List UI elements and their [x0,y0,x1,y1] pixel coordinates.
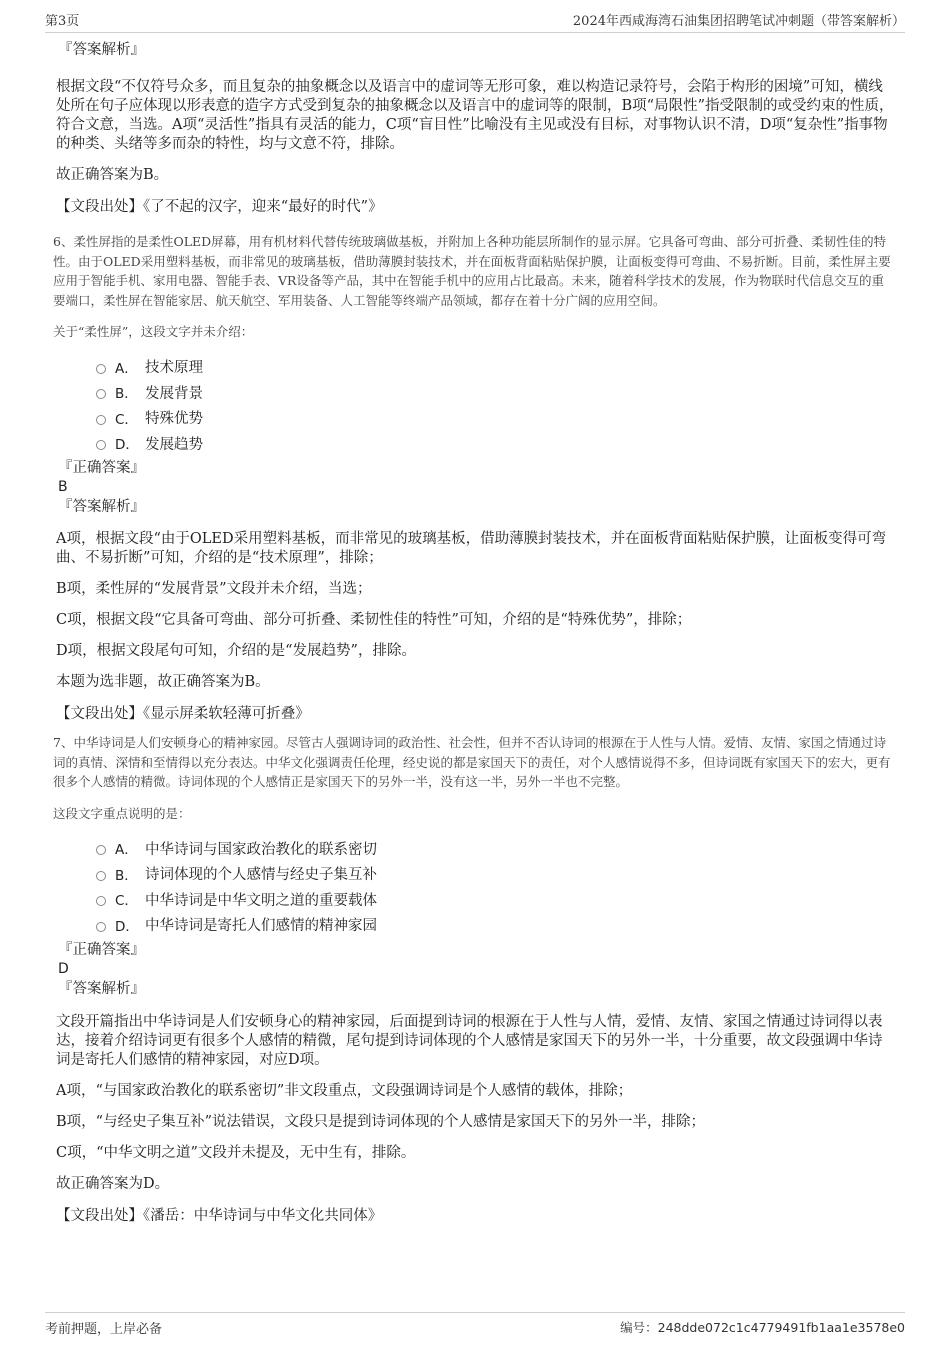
q6-option-a[interactable] [96,354,896,380]
q7-option-a[interactable] [96,836,896,862]
q7-answer-label: 『正确答案』 [58,941,145,958]
q5-analysis-label: 『答案解析』 [58,42,145,58]
option-text: 发展趋势 [145,436,203,453]
radio-circle-icon[interactable] [96,922,106,932]
page-header [45,10,905,33]
option-text: 中华诗词是寄托人们感情的精神家园 [145,918,377,935]
q6-source: 【文段出处】《显示屏柔软轻薄可折叠》 [56,706,310,722]
q5-analysis-paragraph: 根据文段“不仅符号众多，而且复杂的抽象概念以及语言中的虚词等无形可象，难以构造记录符号，会陷于构形的困境”可知，横线处所在句子应体现以形表意的造字方式受到复杂的抽象概念以及语言中的虚词等的限制，B项“局限性”指受限制的或受约束的性质，符合文意，当选。A项“灵活性”指具有灵活的能力，C项“盲目性”比喻没有主见或没有目标，对事物认识不清，D项“复杂性”指事物的种类、头绪等多而杂的特性，均与文意不符，排除。 [56,79,894,152]
q6-analysis-b: B项，柔性屏的“发展背景”文段并未介绍，当选； [56,581,372,597]
option-letter: B． [115,867,138,884]
option-text: 特殊优势 [145,411,203,428]
document-code: 编号：248dde072c1c4779491fb1aa1e3578e0 [620,1320,905,1335]
q6-prompt: 关于“柔性屏”，这段文字并未介绍： [53,324,254,339]
q7-options [96,836,896,938]
page-content [53,40,896,1226]
q7-analysis-b: B项，“与经史子集互补”说法错误，文段只是提到诗词体现的个人感情是家国天下的另外一半，排除； [56,1113,705,1130]
q7-source: 【文段出处】《潘岳：中华诗词与中华文化共同体》 [56,1207,383,1224]
q7-option-b[interactable] [96,861,896,887]
q6-analysis-d: D项，根据文段尾句可知，介绍的是“发展趋势”，排除。 [56,643,416,659]
q6-analysis-a: A项，根据文段“由于OLED采用塑料基板，而非常见的玻璃基板，借助薄膜封装技术，并在面板背面粘贴保护膜，让面板变得可弯曲、不易折断”可知，介绍的是“技术原理”，排除； [56,531,887,566]
q7-analysis-a: A项，“与国家政治教化的联系密切”非文段重点，文段强调诗词是个人感情的载体，排除； [56,1082,633,1099]
q6-answer: B [58,479,68,495]
q7-analysis-c: C项，“中华文明之道”文段并未提及，无中生有，排除。 [56,1144,416,1161]
q7-stem: 7、中华诗词是人们安顿身心的精神家园。尽管古人强调诗词的政治性、社会性，但并不否认诗词的根源在于人性与人情。爱情、友情、家国之情通过诗词的真情、深情和至情得以充分表达。中华文化强调责任伦理，经史说的都是家国天下的责任，对个人感情说得不多，但诗词既有家国天下的宏大，更有很多个人感情的精微。诗词体现的个人感情正是家国天下的另外一半，没有这一半，另外一半也不完整。 [53,735,891,789]
q7-analysis-label: 『答案解析』 [58,980,145,997]
q7-prompt: 这段文字重点说明的是： [53,805,191,821]
radio-circle-icon[interactable] [96,440,106,450]
radio-circle-icon[interactable] [96,845,106,855]
q5-source: 【文段出处】《了不起的汉字，迎来“最好的时代”》 [56,199,383,215]
page-footer [45,1312,905,1339]
footer-slogan: 考前押题，上岸必备 [45,1321,163,1337]
q6-analysis-c: C项，根据文段“它具备可弯曲、部分可折叠、柔韧性佳的特性”可知，介绍的是“特殊优势”，排除； [56,612,692,628]
q7-option-d[interactable] [96,912,896,938]
radio-circle-icon[interactable] [96,415,106,425]
document-title: 2024年西咸海湾石油集团招聘笔试冲刺题（带答案解析） [572,14,905,29]
option-letter: B． [115,386,138,403]
option-text: 发展背景 [145,385,203,402]
option-text: 中华诗词是中华文明之道的重要载体 [145,892,377,909]
option-letter: C． [115,893,138,910]
q7-option-c[interactable] [96,887,896,913]
option-text: 诗词体现的个人感情与经史子集互补 [145,867,377,884]
option-text: 中华诗词与国家政治教化的联系密切 [145,841,377,858]
radio-circle-icon[interactable] [96,871,106,881]
option-letter: A． [115,360,138,377]
q6-option-c[interactable] [96,405,896,431]
q6-option-b[interactable] [96,380,896,406]
q7-conclusion: 故正确答案为D。 [56,1175,170,1192]
q6-option-d[interactable] [96,431,896,457]
radio-circle-icon[interactable] [96,896,106,906]
option-letter: A． [115,842,138,859]
q5-conclusion: 故正确答案为B。 [56,167,169,183]
radio-circle-icon[interactable] [96,364,106,374]
option-text: 技术原理 [145,360,203,377]
radio-circle-icon[interactable] [96,389,106,399]
q7-answer: D [58,960,69,977]
q6-options [96,354,896,456]
option-letter: D． [115,918,139,935]
option-letter: D． [115,437,139,454]
q7-analysis-main: 文段开篇指出中华诗词是人们安顿身心的精神家园，后面提到诗词的根源在于人性与人情，爱情、友情、家国之情通过诗词得以表达，接着介绍诗词更有很多个人感情的精微，尾句提到诗词体现的个人感情是家国天下的另外一半，十分重要，故文段强调中华诗词是寄托人们感情的精神家园，对应D项。 [56,1013,883,1068]
q6-conclusion: 本题为选非题，故正确答案为B。 [56,674,270,690]
page-number: 第3页 [45,14,80,29]
q6-stem: 6、柔性屏指的是柔性OLED屏幕，用有机材料代替传统玻璃做基板，并附加上各种功能层所制作的显示屏。它具备可弯曲、部分可折叠、柔韧性佳的特性。由于OLED采用塑料基板，而非常见的玻璃基板，借助薄膜封装技术，并在面板背面粘贴保护膜，让面板变得可弯曲、不易折断。目前，柔性屏主要应用于智能手机、家用电器、智能手表、VR设备等产品，其中在智能手机中的应用占比最高。未来，随着科学技术的发展，作为物联时代信息交互的重要端口，柔性屏在智能家居、航天航空、军用装备、人工智能等终端产品领域，都存在着十分广阔的应用空间。 [53,234,891,308]
q6-analysis-label: 『答案解析』 [58,499,145,515]
q6-answer-label: 『正确答案』 [58,460,145,476]
option-letter: C． [115,411,138,428]
